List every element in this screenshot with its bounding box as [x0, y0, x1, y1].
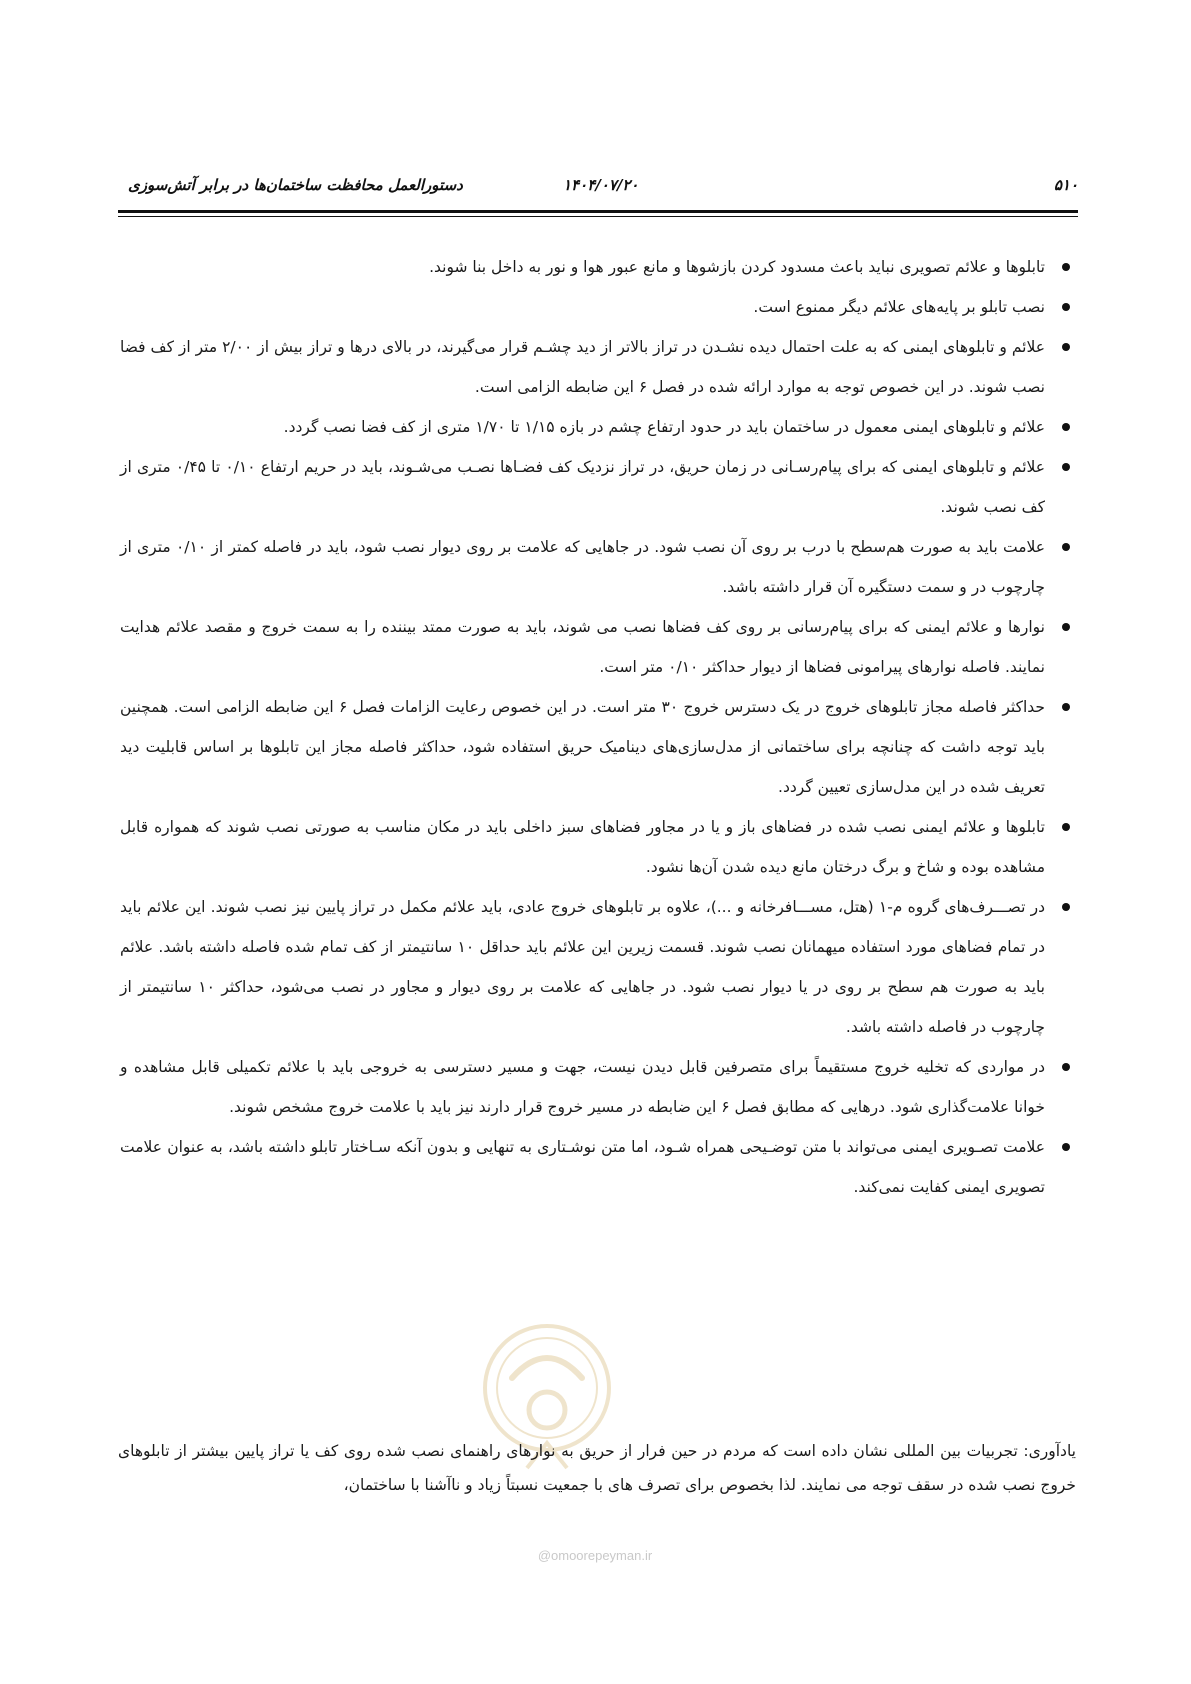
- main-content: [120, 247, 1073, 1207]
- bullet-item: حداکثر فاصله مجاز تابلوهای خروج در یک دسترس خروج ۳۰ متر است. در این خصوص رعایت الزامات فصل ۶ این ضابطه الزامی است. همچنین باید توجه داشت که چنانچه برای ساختمانی از مدل‌سازی‌های دینامیک حریق استفاده شود، حداکثر فاصله مجاز این تابلوها بر اساس قابلیت دید تعریف شده در این مدل‌سازی تعیین گردد.: [120, 687, 1073, 807]
- header-date: ۱۴۰۴/۰۷/۲۰: [563, 176, 639, 194]
- bullet-item: در تصـــرف‌های گروه م-۱ (هتل، مســـافرخانه و ...)، علاوه بر تابلوهای خروج عادی، باید علائم مکمل در تراز پایین نیز نصب شوند. این علائم باید در تمام فضاهای مورد استفاده میهمانان نصب شوند. قسمت زیرین این علائم باید حداقل ۱۰ سانتیمتر از کف تمام شده فاصله داشته باشد. علائم باید به صورت هم سطح بر روی در یا دیوار نصب شود. در جاهایی که علامت بر روی دیوار و مجاور در نصب می‌شود، حداکثر ۱۰ سانتیمتر از چارچوب در فاصله داشته باشد.: [120, 887, 1073, 1047]
- bullet-item: در مواردی که تخلیه خروج مستقیماً برای متصرفین قابل دیدن نیست، جهت و مسیر دسترسی به خروجی باید با علائم تکمیلی قابل مشاهده و خوانا علامت‌گذاری شود. درهایی که مطابق فصل ۶ این ضابطه در مسیر خروج قرار دارند نیز باید با علامت خروج مشخص شوند.: [120, 1047, 1073, 1127]
- page-header: [118, 168, 1078, 204]
- header-rule-thin: [118, 216, 1078, 217]
- bullet-list: [120, 247, 1073, 1207]
- bullet-item: علائم و تابلوهای ایمنی که برای پیام‌رسـانی در زمان حریق، در تراز نزدیک کف فضـاها نصـب می‌شـوند، باید در حریم ارتفاع ۰/۱۰ تا ۰/۴۵ متری از کف نصب شوند.: [120, 447, 1073, 527]
- bullet-item: تابلوها و علائم ایمنی نصب شده در فضاهای باز و یا در مجاور فضاهای سبز داخلی باید در مکان مناسب به صورتی نصب شوند که همواره قابل مشاهده بوده و شاخ و برگ درختان مانع دیده شدن آن‌ها نشود.: [120, 807, 1073, 887]
- watermark-text: @omoorepeyman.ir: [537, 1548, 653, 1563]
- bullet-item: تابلوها و علائم تصویری نباید باعث مسدود کردن بازشوها و مانع عبور هوا و نور به داخل بنا شوند.: [120, 247, 1073, 287]
- header-rule-thick: [118, 210, 1078, 213]
- bullet-item: علامت باید به صورت هم‌سطح با درب بر روی آن نصب شود. در جاهایی که علامت بر روی دیوار نصب شود، باید در فاصله کمتر از ۰/۱۰ متری از چارچوب در و سمت دستگیره آن قرار داشته باشد.: [120, 527, 1073, 607]
- reminder-note: یادآوری: تجربیات بین المللی نشان داده است که مردم در حین فرار از حریق به نوارهای راهنمای نصب شده روی کف یا تراز پایین بیشتر از تابلوهای خروج نصب شده در سقف توجه می نمایند. لذا بخصوص برای تصرف های با جمعیت نسبتاً زیاد و ناآشنا با ساختمان،: [118, 1442, 1076, 1494]
- bullet-item: نوارها و علائم ایمنی که برای پیام‌رسانی بر روی کف فضاها نصب می شوند، باید به صورت ممتد بیننده را به سمت خروج و مقصد علائم هدایت نمایند. فاصله نوارهای پیرامونی فضاها از دیوار حداکثر ۰/۱۰ متر است.: [120, 607, 1073, 687]
- page-number: ۵۱۰: [1053, 176, 1078, 194]
- bullet-item: علامت تصـویری ایمنی می‌تواند با متن توضـیحی همراه شـود، اما متن نوشـتاری به تنهایی و بدون آنکه سـاختار تابلو داشته باشد، به عنوان علامت تصویری ایمنی کفایت نمی‌کند.: [120, 1127, 1073, 1207]
- bullet-item: نصب تابلو بر پایه‌های علائم دیگر ممنوع است.: [120, 287, 1073, 327]
- header-title: دستورالعمل محافظت ساختمان‌ها در برابر آتش‌سوزی: [128, 176, 463, 194]
- bullet-item: علائم و تابلوهای ایمنی معمول در ساختمان باید در حدود ارتفاع چشم در بازه ۱/۱۵ تا ۱/۷۰ متری از کف فضا نصب گردد.: [120, 407, 1073, 447]
- bullet-item: علائم و تابلوهای ایمنی که به علت احتمال دیده نشـدن در تراز بالاتر از دید چشـم قرار می‌گیرند، در بالای درها و تراز بیش از ۲/۰۰ متر از کف فضا نصب شوند. در این خصوص توجه به موارد ارائه شده در فصل ۶ این ضابطه الزامی است.: [120, 327, 1073, 407]
